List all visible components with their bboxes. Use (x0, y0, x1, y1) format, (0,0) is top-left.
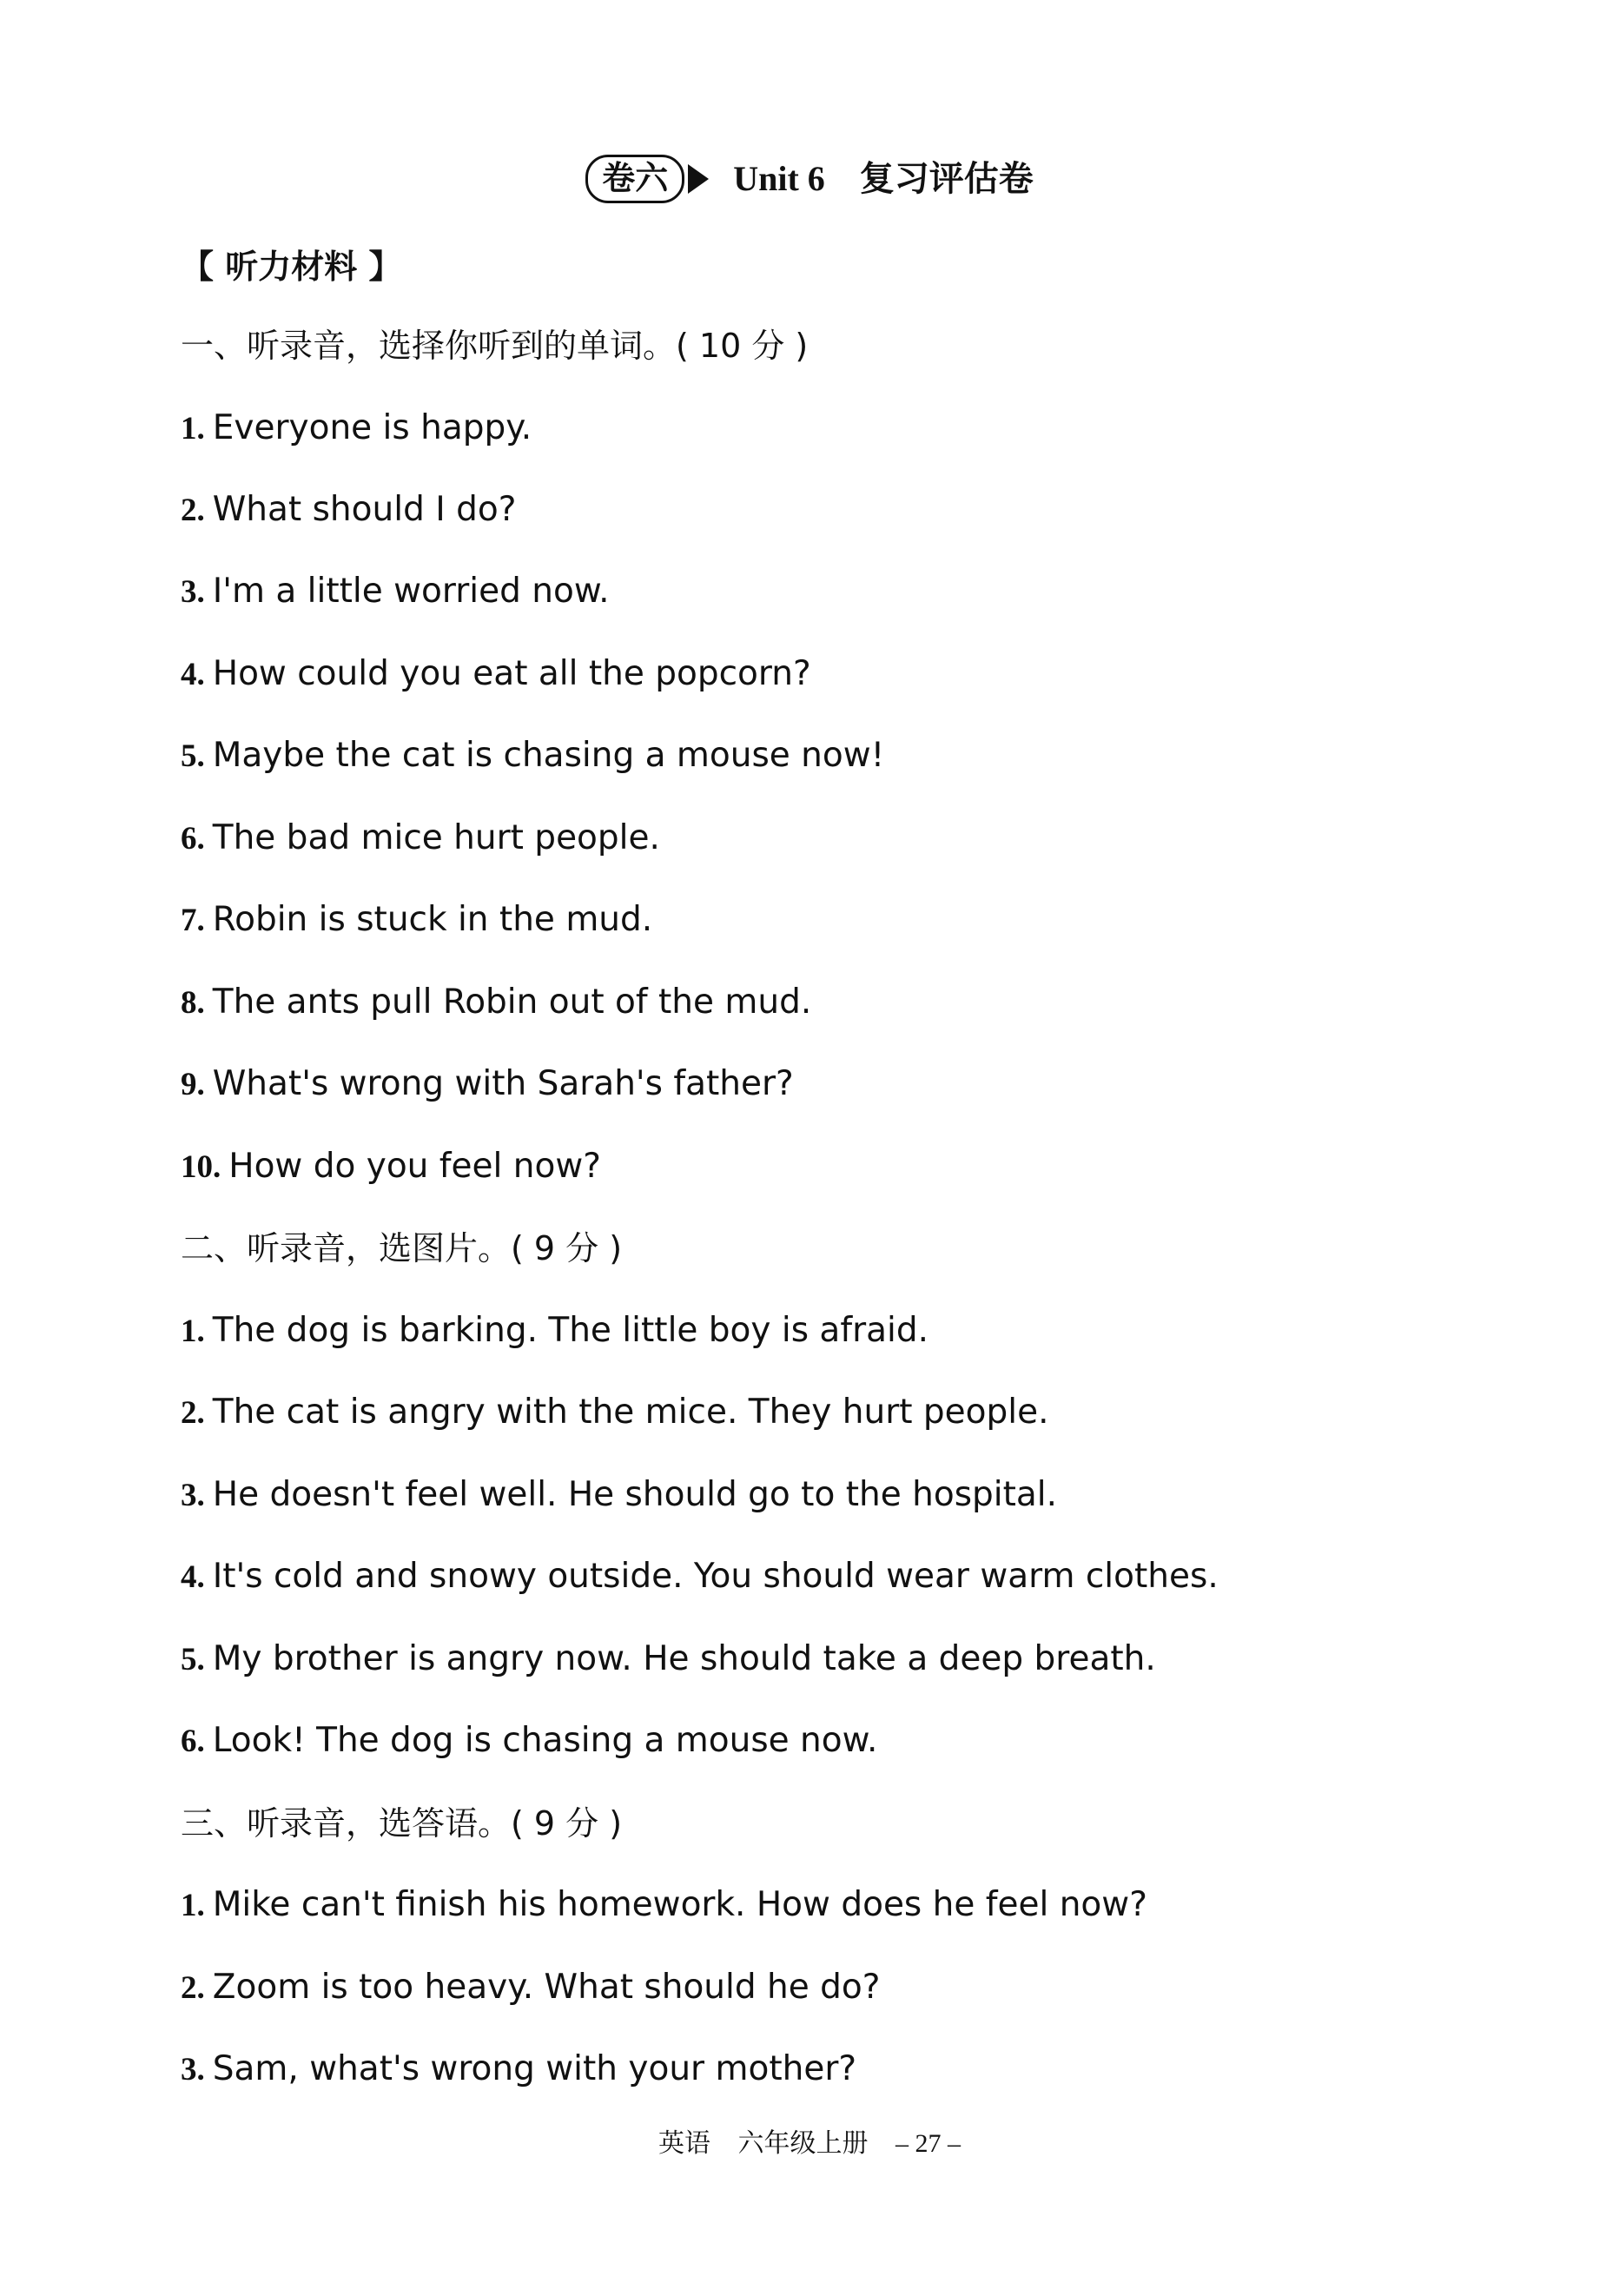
item-number: 3. (181, 574, 205, 610)
item-text: The ants pull Robin out of the mud. (212, 983, 812, 1022)
item-number: 6. (181, 1724, 205, 1759)
item-text: The bad mice hurt people. (212, 818, 660, 857)
item-text: How do you feel now? (228, 1147, 601, 1186)
item-number: 5. (181, 1642, 205, 1677)
list-item (181, 898, 652, 943)
list-item (181, 488, 516, 533)
item-number: 1. (181, 1313, 205, 1349)
item-number: 9. (181, 1067, 205, 1102)
list-item (181, 1638, 1156, 1682)
item-text: Everyone is happy. (212, 408, 532, 447)
list-item (181, 570, 610, 614)
listening-materials-label: 【 听力材料 】 (181, 248, 402, 286)
item-text: The dog is barking. The little boy is afraid. (212, 1311, 928, 1350)
item-number: 2. (181, 1395, 205, 1431)
item-number: 8. (181, 985, 205, 1021)
list-item (181, 407, 532, 451)
item-number: 1. (181, 1888, 205, 1923)
item-number: 2. (181, 493, 205, 528)
list-item (181, 2048, 856, 2092)
item-number: 10. (181, 1149, 221, 1185)
list-item (181, 1145, 601, 1189)
list-item (181, 817, 660, 861)
list-item (181, 1719, 877, 1763)
item-number: 6. (181, 821, 205, 857)
list-item (181, 734, 884, 778)
item-text: It's cold and snowy outside. You should wear warm clothes. (212, 1557, 1219, 1596)
item-text: How could you eat all the popcorn? (212, 654, 811, 693)
section-1-heading: 一、听录音，选择你听到的单词。( 10 分 ) (181, 327, 809, 365)
item-text: Sam, what's wrong with your mother? (212, 2049, 857, 2088)
item-number: 2. (181, 1970, 205, 2006)
list-item (181, 1309, 928, 1353)
item-text: The cat is angry with the mice. They hurt people. (212, 1393, 1049, 1432)
item-text: My brother is angry now. He should take a deep breath. (212, 1639, 1156, 1678)
list-item (181, 1062, 794, 1107)
list-item (181, 1966, 880, 2010)
item-number: 4. (181, 657, 205, 692)
page-footer (0, 2127, 1619, 2161)
list-item (181, 1473, 1057, 1518)
list-item (181, 1883, 1147, 1928)
item-number: 5. (181, 738, 205, 774)
paper-badge: 卷六 (585, 155, 684, 203)
footer-grade: 六年级上册 (737, 2129, 869, 2158)
list-item (181, 652, 811, 697)
item-text: Maybe the cat is chasing a mouse now! (212, 736, 885, 775)
footer-subject: 英语 (658, 2129, 710, 2158)
title-text: 复习评估卷 (859, 159, 1034, 198)
list-item (181, 1555, 1219, 1599)
list-item (181, 1391, 1049, 1435)
section-3-heading: 三、听录音，选答语。( 9 分 ) (181, 1804, 623, 1843)
arrow-right-icon (688, 164, 709, 194)
item-text: Robin is stuck in the mud. (212, 900, 653, 939)
item-number: 4. (181, 1559, 205, 1595)
section-2-heading: 二、听录音，选图片。( 9 分 ) (181, 1229, 623, 1267)
page-title (0, 155, 1619, 203)
item-text: What's wrong with Sarah's father? (212, 1064, 794, 1103)
item-text: I'm a little worried now. (212, 572, 610, 611)
page-number: – 27 – (895, 2129, 961, 2158)
item-number: 7. (181, 903, 205, 938)
item-text: He doesn't feel well. He should go to the hospital. (212, 1475, 1058, 1514)
item-text: Mike can't finish his homework. How does he feel now? (212, 1885, 1147, 1924)
item-text: Zoom is too heavy. What should he do? (212, 1968, 881, 2007)
item-number: 3. (181, 1478, 205, 1513)
item-number: 3. (181, 2052, 205, 2088)
unit-label: Unit 6 (733, 159, 825, 198)
list-item (181, 981, 811, 1025)
item-number: 1. (181, 411, 205, 447)
item-text: What should I do? (212, 490, 517, 529)
item-text: Look! The dog is chasing a mouse now. (212, 1721, 878, 1760)
